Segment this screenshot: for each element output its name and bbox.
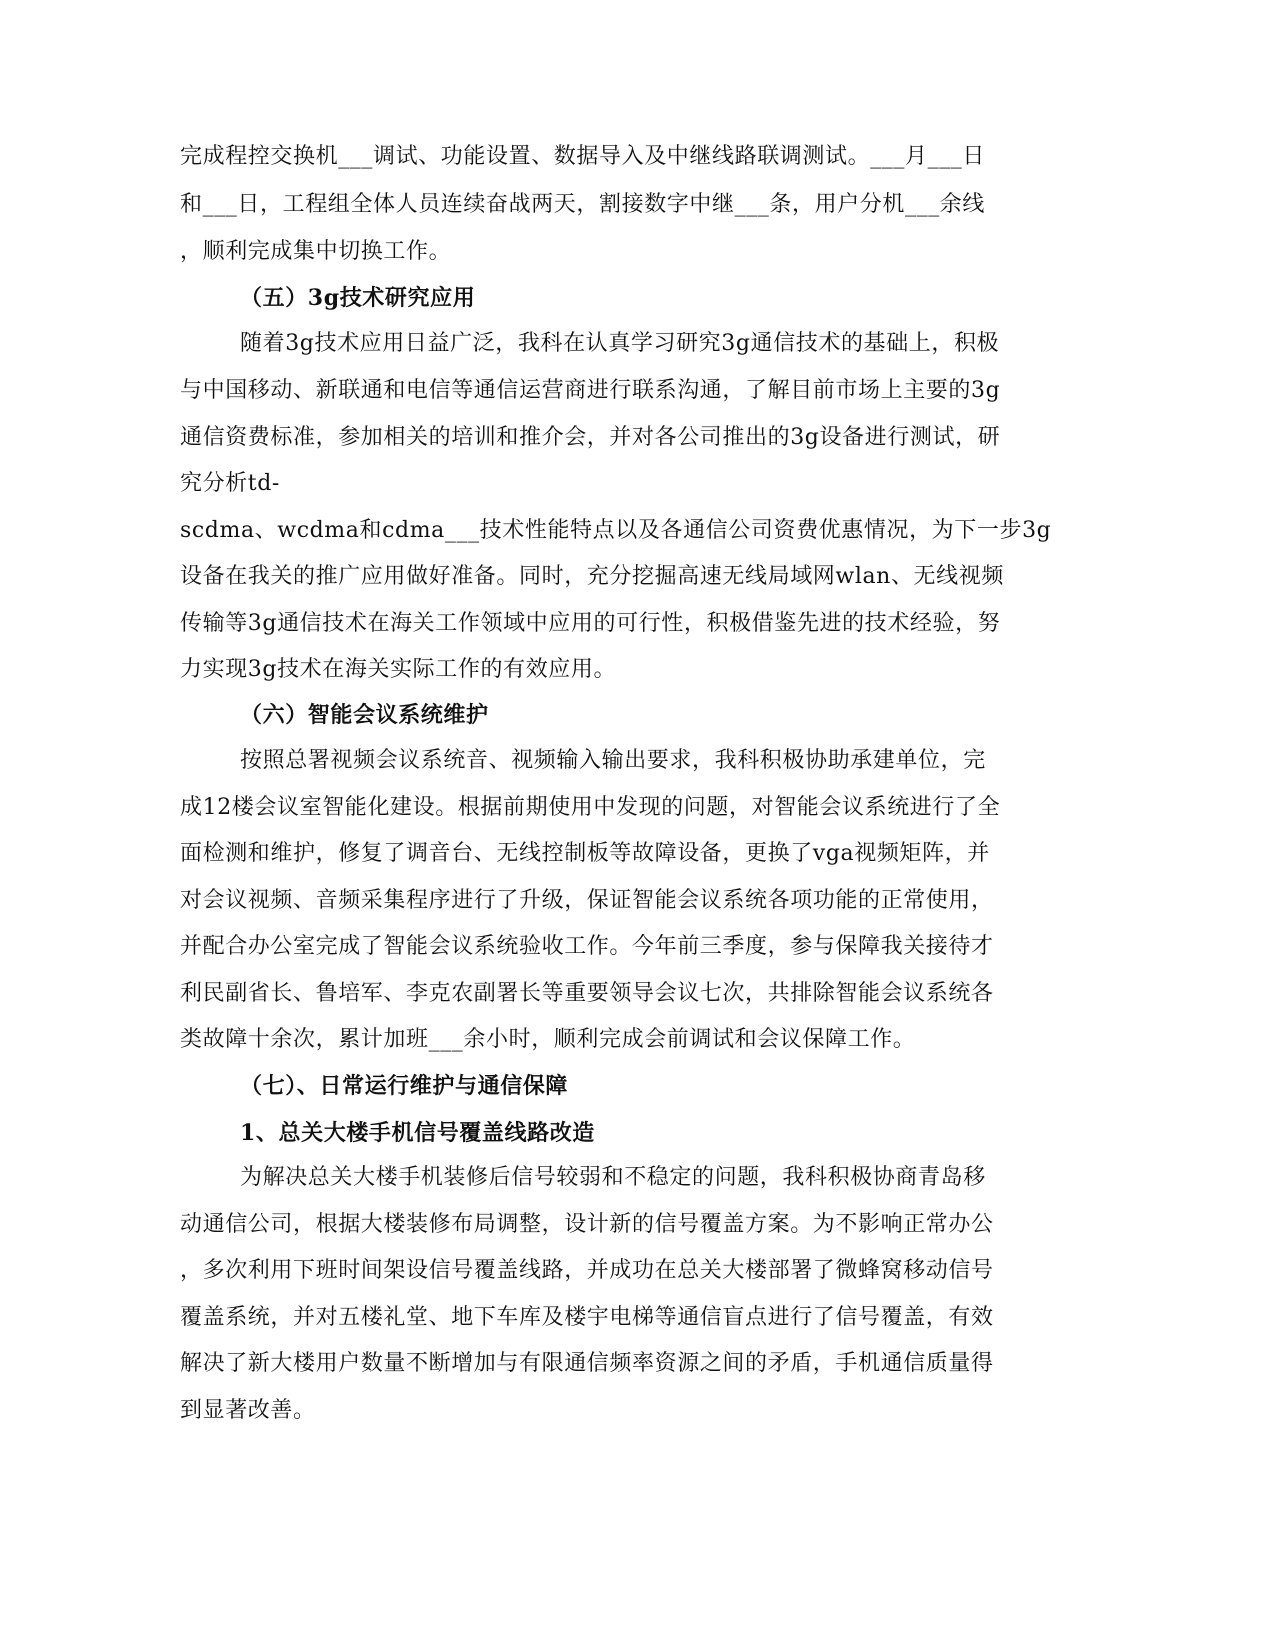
- body-line: 并配合办公室完成了智能会议系统验收工作。今年前三季度，参与保障我关接待才: [180, 934, 994, 959]
- body-line: 完成程控交换机___调试、功能设置、数据导入及中继线路联调测试。___月___日: [180, 144, 986, 169]
- body-line: 通信资费标准，参加相关的培训和推介会，并对各公司推出的3g设备进行测试，研: [180, 425, 1001, 450]
- subsection-heading-1: 1、总关大楼手机信号覆盖线路改造: [240, 1120, 595, 1146]
- body-line: 解决了新大楼用户数量不断增加与有限通信频率资源之间的矛盾，手机通信质量得: [180, 1351, 994, 1376]
- body-line: 为解决总关大楼手机装修后信号较弱和不稳定的问题，我科积极协商青岛移: [240, 1165, 986, 1190]
- section-heading-6: （六）智能会议系统维护: [240, 702, 489, 728]
- body-line: 传输等3g通信技术在海关工作领域中应用的可行性，积极借鉴先进的技术经验，努: [180, 611, 1001, 636]
- body-line: scdma、wcdma和cdma___技术性能特点以及各通信公司资费优惠情况，为下一步3g: [180, 518, 1052, 543]
- body-line: 覆盖系统，并对五楼礼堂、地下车库及楼宇电梯等通信盲点进行了信号覆盖，有效: [180, 1305, 994, 1330]
- section-heading-7: （七）、日常运行维护与通信保障: [240, 1073, 569, 1099]
- body-line: 按照总署视频会议系统音、视频输入输出要求，我科积极协助承建单位，完: [240, 748, 986, 773]
- body-line: 力实现3g技术在海关实际工作的有效应用。: [180, 657, 617, 682]
- body-line: 成12楼会议室智能化建设。根据前期使用中发现的问题，对智能会议系统进行了全: [180, 795, 1001, 820]
- body-line: ，顺利完成集中切换工作。: [180, 239, 452, 264]
- body-line: 到显著改善。: [180, 1398, 316, 1423]
- body-line: 设备在我关的推广应用做好准备。同时，充分挖掘高速无线局域网wlan、无线视频: [180, 564, 1004, 589]
- body-line: 面检测和维护，修复了调音台、无线控制板等故障设备，更换了vga视频矩阵，并: [180, 841, 990, 866]
- body-line: 随着3g技术应用日益广泛，我科在认真学习研究3g通信技术的基础上，积极: [240, 331, 1000, 356]
- body-line: 对会议视频、音频采集程序进行了升级，保证智能会议系统各项功能的正常使用，: [180, 888, 994, 913]
- body-line: 类故障十余次，累计加班___余小时，顺利完成会前调试和会议保障工作。: [180, 1027, 916, 1052]
- body-line: 与中国移动、新联通和电信等通信运营商进行联系沟通，了解目前市场上主要的3g: [180, 378, 1001, 403]
- document-page: [180, 0, 1052, 1650]
- section-heading-5: （五）3g技术研究应用: [240, 285, 476, 311]
- body-line: 动通信公司，根据大楼装修布局调整，设计新的信号覆盖方案。为不影响正常办公: [180, 1212, 994, 1237]
- body-line: 究分析td-: [180, 471, 280, 496]
- body-line: 利民副省长、鲁培军、李克农副署长等重要领导会议七次，共排除智能会议系统各: [180, 981, 994, 1006]
- body-line: ，多次利用下班时间架设信号覆盖线路，并成功在总关大楼部署了微蜂窝移动信号: [180, 1258, 994, 1283]
- body-line: 和___日，工程组全体人员连续奋战两天，割接数字中继___条，用户分机___余线: [180, 192, 986, 217]
